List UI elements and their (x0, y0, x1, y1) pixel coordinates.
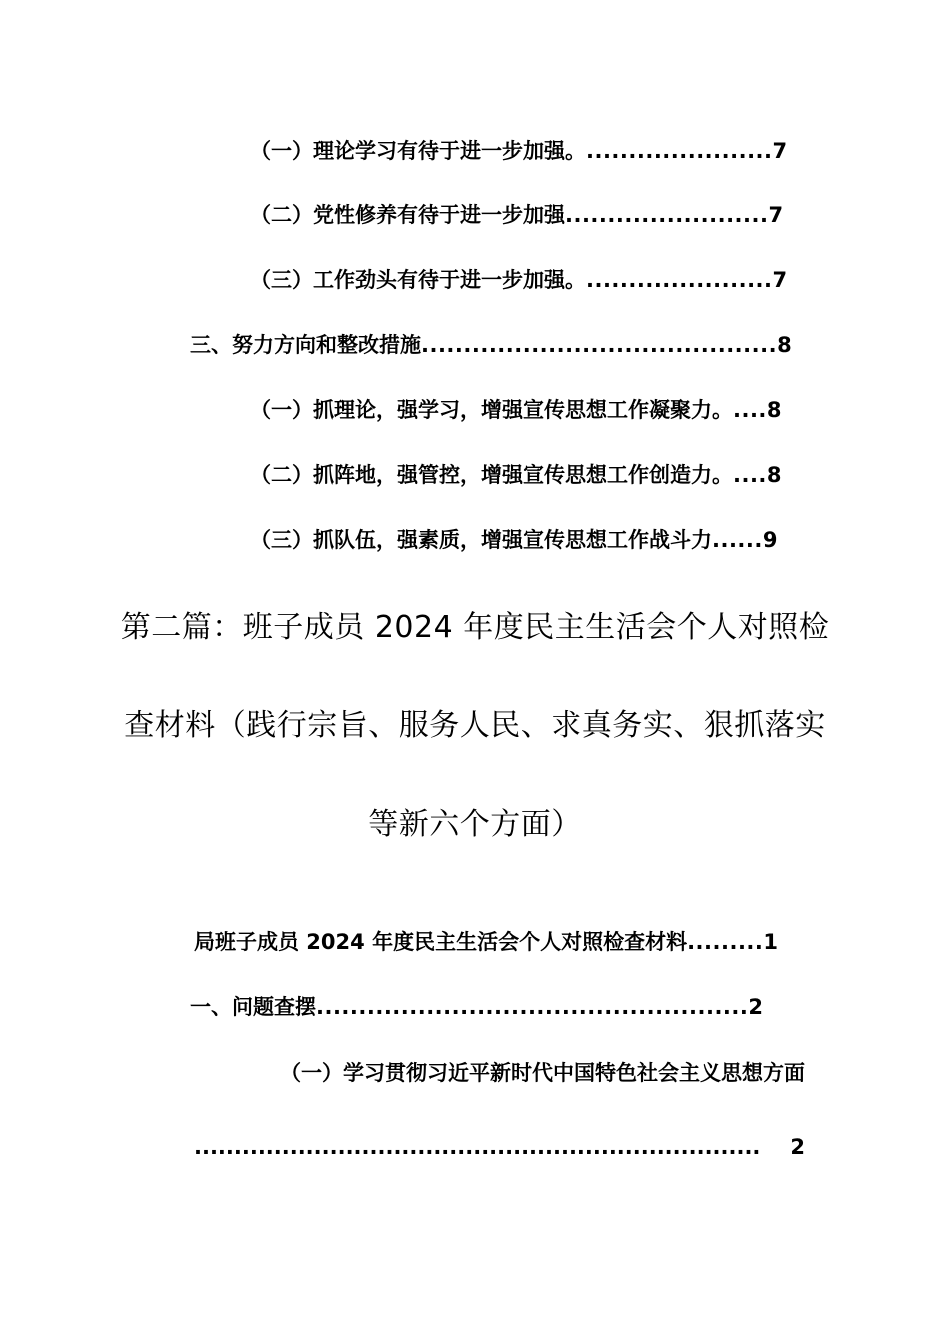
section-heading-line: 第二篇：班子成员 2024 年度民主生活会个人对照检 (120, 610, 830, 645)
toc-entry-text: （三）抓队伍，强素质，增强宣传思想工作战斗力 (250, 528, 712, 552)
toc-entry-text: 三、努力方向和整改措施 (190, 333, 421, 357)
toc-entry[interactable] (250, 460, 805, 490)
toc-leader-dots: ...................... (586, 139, 773, 163)
toc-entry[interactable] (250, 200, 805, 230)
toc-leader-dots: .......................................... (421, 333, 778, 357)
toc-page-number: 7 (772, 268, 788, 292)
section-heading-line: 等新六个方面） (368, 807, 582, 842)
toc-page-number: 8 (766, 463, 782, 487)
toc-leader-dots: .... (733, 463, 767, 487)
toc-entry[interactable] (250, 525, 805, 555)
toc-entry[interactable] (194, 927, 805, 957)
toc-entry[interactable] (190, 330, 805, 360)
toc-entry-continuation[interactable] (194, 1132, 805, 1162)
toc-page-number: 2 (748, 995, 763, 1019)
toc-entry[interactable] (250, 395, 805, 425)
toc-entry-text: （二）党性修养有待于进一步加强 (250, 203, 565, 227)
section-heading-line: 查材料（践行宗旨、服务人民、求真务实、狠抓落实 (124, 708, 826, 743)
toc-entry-text: （三）工作劲头有待于进一步加强。 (250, 268, 586, 292)
toc-leader-dots: ................................................... (316, 995, 749, 1019)
toc-page-number: 7 (768, 203, 784, 227)
toc-leader-dots: ...... (712, 528, 763, 552)
toc-entry-text: 局班子成员 2024 年度民主生活会个人对照检查材料 (194, 930, 688, 954)
toc-page-number: 2 (790, 1135, 805, 1159)
toc-leader-dots: .... (733, 398, 767, 422)
toc-entry-text: （二）抓阵地，强管控，增强宣传思想工作创造力。 (250, 463, 733, 487)
toc-entry[interactable] (190, 992, 805, 1022)
toc-entry[interactable] (250, 265, 805, 295)
toc-leader-dots: ....................................................................... (194, 1135, 761, 1159)
toc-page-number: 9 (762, 528, 778, 552)
toc-page-number: 7 (772, 139, 788, 163)
toc-page-number: 1 (763, 930, 779, 954)
toc-entry-text: （一）理论学习有待于进一步加强。 (250, 139, 586, 163)
toc-leader-dots: ...................... (586, 268, 773, 292)
toc-entry-text-wrapped[interactable]: （一）学习贯彻习近平新时代中国特色社会主义思想方面 (280, 1061, 805, 1085)
toc-entry-text: 一、问题查摆 (190, 995, 316, 1019)
toc-entry[interactable] (250, 136, 805, 166)
toc-leader-dots: ......... (687, 930, 764, 954)
toc-leader-dots: ........................ (565, 203, 769, 227)
toc-page-number: 8 (777, 333, 792, 357)
toc-page-number: 8 (766, 398, 782, 422)
toc-entry-text: （一）抓理论，强学习，增强宣传思想工作凝聚力。 (250, 398, 733, 422)
